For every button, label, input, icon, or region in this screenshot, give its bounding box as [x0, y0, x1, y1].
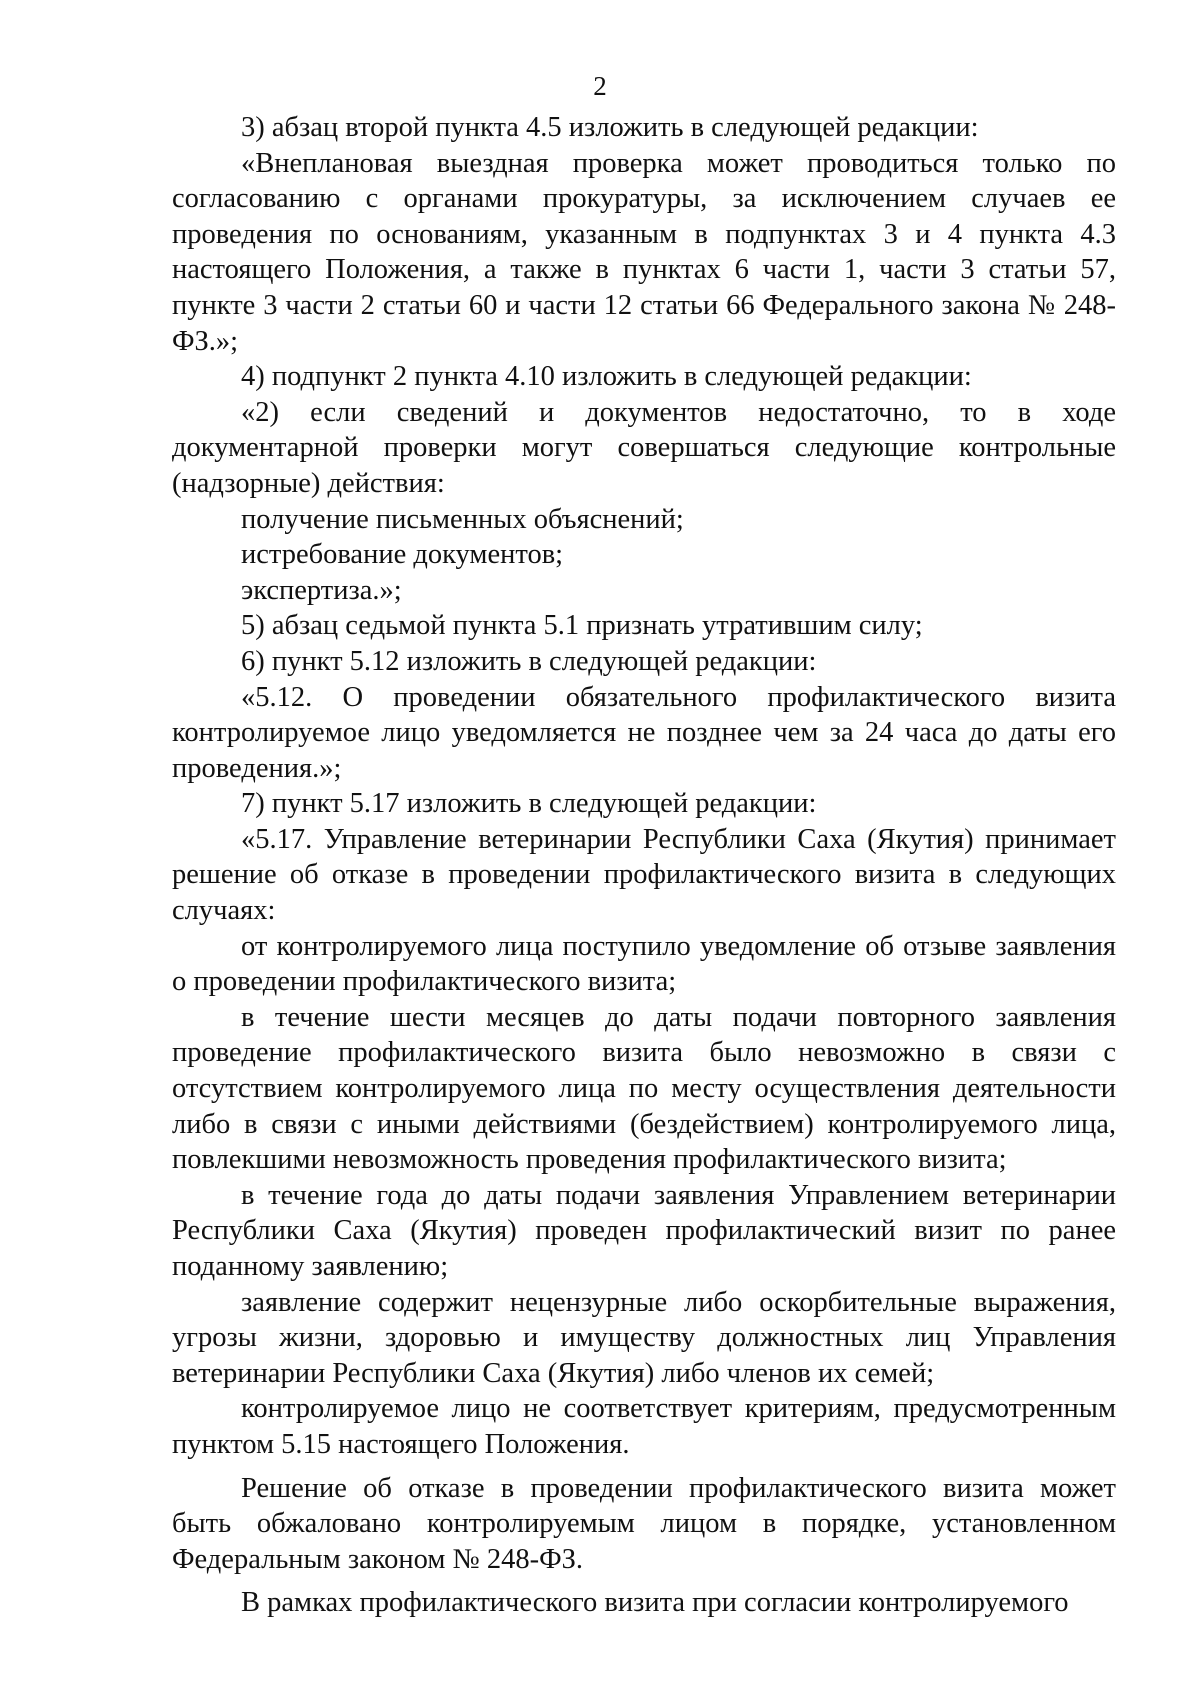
paragraph-appeal: Решение об отказе в проведении профилактического визита может быть обжаловано контролируемым лицом в порядке, установленном Федеральным законом № 248-ФЗ.	[172, 1472, 1116, 1575]
paragraph-amendment-6: 6) пункт 5.12 изложить в следующей редакции:	[241, 645, 817, 677]
paragraph-refusal-reason-4: заявление содержит нецензурные либо оскорбительные выражения, угрозы жизни, здоровью и имуществу должностных лиц Управления ветеринарии Республики Саха (Якутия) либо членов их семей;	[172, 1286, 1116, 1389]
list-item-expertise: экспертиза.»;	[241, 574, 402, 606]
paragraph-amendment-4: 4) подпункт 2 пункта 4.10 изложить в следующей редакции:	[241, 361, 972, 393]
paragraph-clause-5-17: «5.17. Управление ветеринарии Республики Саха (Якутия) принимает решение об отказе в проведении профилактического визита в следующих случаях:	[172, 823, 1116, 927]
paragraph-unscheduled-inspection: «Внеплановая выездная проверка может проводиться только по согласованию с органами прокуратуры, за исключением случаев ее проведения по основаниям, указанным в подпунктах 3 и 4 пункта 4.3 настоящего Положения, а также в пунктах 6 части 1, части 3 статьи 57, пункте 3 части 2 статьи 60 и части 12 статьи 66 Федерального закона № 248-ФЗ.»;	[172, 147, 1116, 357]
paragraph-refusal-reason-3: в течение года до даты подачи заявления Управлением ветеринарии Республики Саха (Якутия) проведен профилактический визит по ранее поданному заявлению;	[172, 1179, 1116, 1282]
page-number: 2	[593, 71, 607, 101]
list-item-documents: истребование документов;	[241, 539, 564, 571]
paragraph-refusal-reason-2: в течение шести месяцев до даты подачи повторного заявления проведение профилактического визита было невозможно в связи с отсутствием контролируемого лица по месту осуществления деятельности либо в связи с иными действиями (бездействием) контролируемого лица, повлекшими невозможность проведения профилактического визита;	[172, 1001, 1116, 1176]
paragraph-documentary-inspection: «2) если сведений и документов недостаточно, то в ходе документарной проверки могут совершаться следующие контрольные (надзорные) действия:	[172, 396, 1116, 499]
paragraph-amendment-7: 7) пункт 5.17 изложить в следующей редакции:	[241, 788, 817, 820]
paragraph-clause-5-12: «5.12. О проведении обязательного профилактического визита контролируемое лицо уведомляется не позднее чем за 24 часа до даты его проведения.»;	[172, 681, 1116, 784]
list-item-explanations: получение письменных объяснений;	[241, 503, 684, 535]
paragraph-amendment-5: 5) абзац седьмой пункта 5.1 признать утратившим силу;	[241, 610, 923, 642]
paragraph-visit-consent: В рамках профилактического визита при согласии контролируемого	[241, 1587, 1069, 1619]
paragraph-refusal-reason-5: контролируемое лицо не соответствует критериям, предусмотренным пунктом 5.15 настоящего Положения.	[172, 1393, 1116, 1460]
paragraph-amendment-3: 3) абзац второй пункта 4.5 изложить в следующей редакции:	[241, 112, 979, 143]
document-body	[172, 110, 1116, 1621]
paragraph-refusal-reason-1: от контролируемого лица поступило уведомление об отзыве заявления о проведении профилактического визита;	[172, 930, 1116, 998]
